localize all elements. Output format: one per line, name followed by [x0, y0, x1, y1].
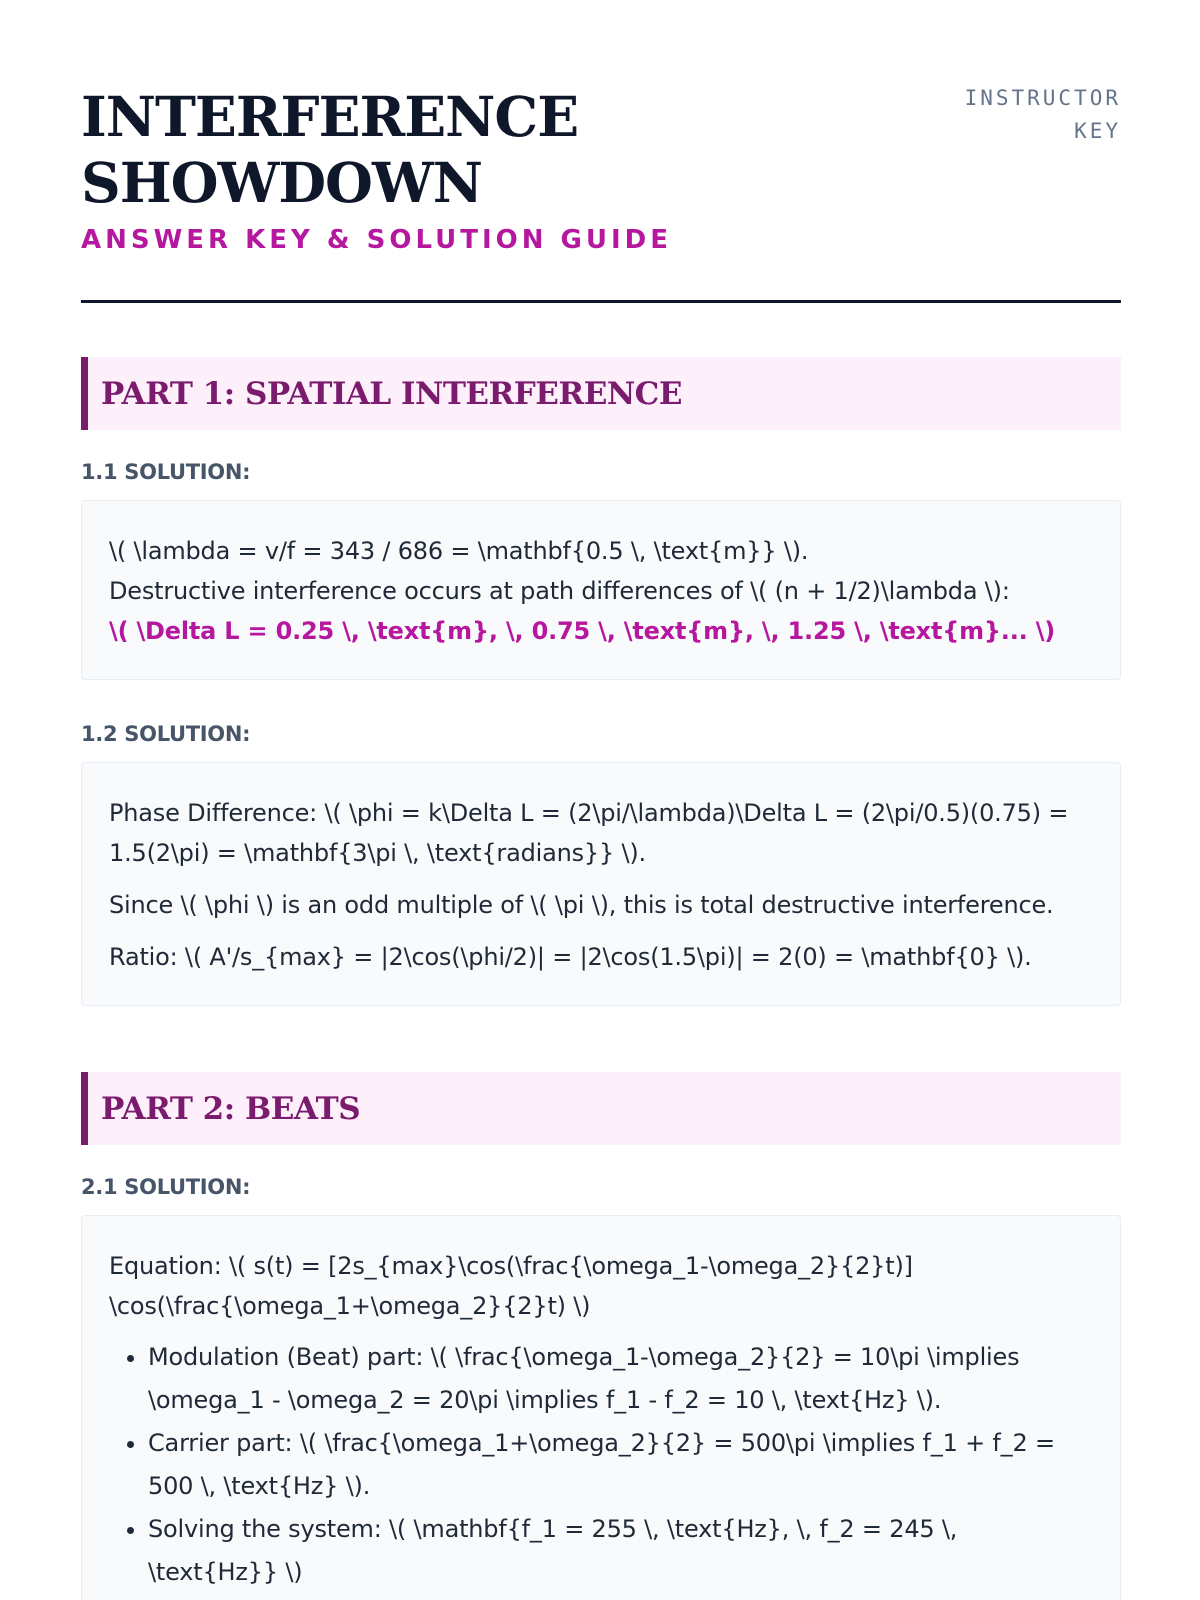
badge-line-2: KEY: [1074, 119, 1121, 143]
list-item: • Solving the system: \( \mathbf{f_1 = 255 \, \text{Hz}, \, f_2 = 245 \, \text{Hz}} \): [148, 1508, 1093, 1594]
solution-1-1-box: [81, 500, 1121, 680]
solution-1-1-answer: \( \Delta L = 0.25 \, \text{m}, \, 0.75 \, \text{m}, \, 1.25 \, \text{m}... \): [109, 617, 1056, 645]
list-item: • Modulation (Beat) part: \( \frac{\omega_1-\omega_2}{2} = 10\pi \implies \omega_1 - \omega_2 = 20\pi \implies f_1 - f_2 = 10 \, \text{Hz} \).: [148, 1336, 1093, 1422]
solution-1-2-label: 1.2 SOLUTION:: [81, 722, 251, 746]
solution-1-1-label: 1.1 SOLUTION:: [81, 460, 251, 484]
solution-2-1-equation: Equation: \( s(t) = [2s_{max}\cos(\frac{\omega_1-\omega_2}{2}t)] \cos(\frac{\omega_1+\omega_2}{2}t) \): [109, 1252, 913, 1320]
title-block: [81, 84, 672, 256]
part-1-heading: PART 1: SPATIAL INTERFERENCE: [101, 375, 682, 412]
solution-1-2-phase-difference: Phase Difference: \( \phi = k\Delta L = (2\pi/\lambda)\Delta L = (2\pi/0.5)(0.75) = 1.5(2\pi) = \mathbf{3\pi \, \text{radians}} \).: [109, 799, 1069, 867]
document-title-line-1: INTERFERENCE: [81, 84, 579, 149]
solution-1-2-box: [81, 762, 1121, 1006]
solution-1-1-line-1: \( \lambda = v/f = 343 / 686 = \mathbf{0.5 \, \text{m}} \).: [109, 537, 809, 565]
answer-key-page: [81, 0, 1121, 1600]
part-2-banner: [81, 1072, 1121, 1145]
solution-2-1-box: [81, 1215, 1121, 1600]
solution-1-1-line-2: Destructive interference occurs at path differences of \( (n + 1/2)\lambda \):: [109, 577, 1010, 605]
solution-2-1-label: 2.1 SOLUTION:: [81, 1175, 251, 1199]
document-header: [81, 0, 1121, 303]
part-2-heading: PART 2: BEATS: [101, 1090, 361, 1127]
list-item: • Carrier part: \( \frac{\omega_1+\omega_2}{2} = 500\pi \implies f_1 + f_2 = 500 \, \text{Hz} \).: [148, 1422, 1093, 1508]
solution-2-1-list: [109, 1336, 1093, 1594]
part-1-banner: [81, 357, 1121, 430]
document-title-line-2: SHOWDOWN: [81, 150, 483, 215]
instructor-key-badge: [965, 82, 1121, 148]
document-subtitle: ANSWER KEY & SOLUTION GUIDE: [81, 225, 673, 255]
badge-line-1: INSTRUCTOR: [964, 86, 1121, 110]
solution-1-2-ratio: Ratio: \( A'/s_{max} = |2\cos(\phi/2)| = |2\cos(1.5\pi)| = 2(0) = \mathbf{0} \).: [109, 943, 1032, 971]
solution-1-2-explanation: Since \( \phi \) is an odd multiple of \( \pi \), this is total destructive interference.: [109, 891, 1054, 919]
